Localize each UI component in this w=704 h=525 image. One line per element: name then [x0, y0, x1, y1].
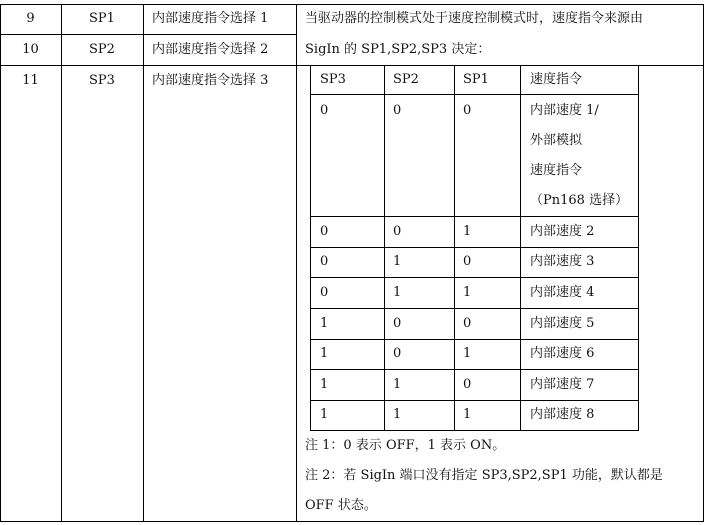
cell-sp2: 1 — [393, 254, 402, 269]
description-line-2: SigIn 的 SP1,SP2,SP3 决定： — [305, 42, 491, 57]
cell-sp2: 1 — [393, 407, 402, 422]
cell-sp3: 1 — [320, 316, 329, 331]
cell-sp3: 0 — [320, 254, 329, 269]
inner-col-divider — [638, 65, 639, 431]
inner-row-divider — [310, 339, 639, 340]
col-divider — [143, 4, 144, 522]
col-divider — [296, 4, 297, 522]
inner-col-divider — [310, 65, 311, 431]
signal-name: SP2 — [89, 42, 115, 57]
cell-speed-command: 内部速度 7 — [530, 377, 595, 392]
inner-col-divider — [384, 65, 385, 431]
inner-row-divider — [310, 369, 639, 370]
signal-name: SP3 — [89, 73, 115, 88]
cell-sp3: 0 — [320, 224, 329, 239]
table-bottom-border — [0, 521, 704, 522]
inner-row-divider — [310, 400, 639, 401]
description-line-1: 当驱动器的控制模式处于速度控制模式时，速度指令来源由 — [305, 11, 644, 26]
signal-description: 内部速度指令选择 3 — [152, 73, 269, 88]
cell-speed-command: 外部模拟 — [530, 133, 583, 148]
header-sp2: SP2 — [393, 72, 419, 87]
cell-sp2: 0 — [393, 316, 402, 331]
row-number: 9 — [26, 11, 35, 26]
cell-speed-command: 内部速度 8 — [530, 407, 595, 422]
cell-sp3: 1 — [320, 346, 329, 361]
signal-description: 内部速度指令选择 1 — [152, 11, 269, 26]
cell-speed-command: 速度指令 — [530, 163, 583, 178]
header-speed-command: 速度指令 — [530, 72, 583, 87]
cell-sp3: 1 — [320, 407, 329, 422]
cell-sp1: 1 — [463, 285, 472, 300]
signal-description: 内部速度指令选择 2 — [152, 42, 269, 57]
row-number: 11 — [22, 73, 39, 88]
note-1: 注 1：0 表示 OFF，1 表示 ON。 — [305, 438, 506, 453]
header-sp3: SP3 — [320, 72, 346, 87]
inner-row-divider — [310, 94, 639, 95]
note-2-line-1: 注 2：若 SigIn 端口没有指定 SP3,SP2,SP1 功能，默认都是 — [305, 468, 663, 483]
cell-sp2: 1 — [393, 285, 402, 300]
table-top-border — [0, 4, 704, 5]
inner-row-divider — [310, 247, 639, 248]
inner-top-border — [310, 65, 639, 66]
cell-sp3: 1 — [320, 377, 329, 392]
cell-sp3: 0 — [320, 285, 329, 300]
cell-sp3: 0 — [320, 103, 329, 118]
inner-bottom-border — [310, 430, 639, 431]
inner-col-divider — [454, 65, 455, 431]
cell-speed-command: 内部速度 5 — [530, 316, 595, 331]
cell-sp1: 0 — [463, 254, 472, 269]
row-divider — [0, 34, 296, 35]
cell-sp1: 0 — [463, 377, 472, 392]
cell-speed-command: 内部速度 4 — [530, 285, 595, 300]
cell-speed-command: 内部速度 6 — [530, 346, 595, 361]
cell-speed-command: 内部速度 3 — [530, 254, 595, 269]
cell-sp2: 1 — [393, 377, 402, 392]
inner-row-divider — [310, 308, 639, 309]
signal-name: SP1 — [89, 11, 115, 26]
cell-sp1: 1 — [463, 407, 472, 422]
note-2-line-2: OFF 状态。 — [305, 498, 377, 513]
cell-sp2: 0 — [393, 346, 402, 361]
cell-sp1: 1 — [463, 224, 472, 239]
inner-row-divider — [310, 216, 639, 217]
cell-speed-command: （Pn168 选择） — [530, 193, 629, 208]
cell-speed-command: 内部速度 2 — [530, 224, 595, 239]
cell-sp2: 0 — [393, 103, 402, 118]
inner-row-divider — [310, 277, 639, 278]
row-number: 10 — [22, 42, 39, 57]
cell-sp1: 0 — [463, 316, 472, 331]
cell-sp1: 1 — [463, 346, 472, 361]
inner-col-divider — [520, 65, 521, 431]
cell-sp2: 0 — [393, 224, 402, 239]
header-sp1: SP1 — [463, 72, 489, 87]
cell-sp1: 0 — [463, 103, 472, 118]
cell-speed-command: 内部速度 1/ — [530, 103, 599, 118]
